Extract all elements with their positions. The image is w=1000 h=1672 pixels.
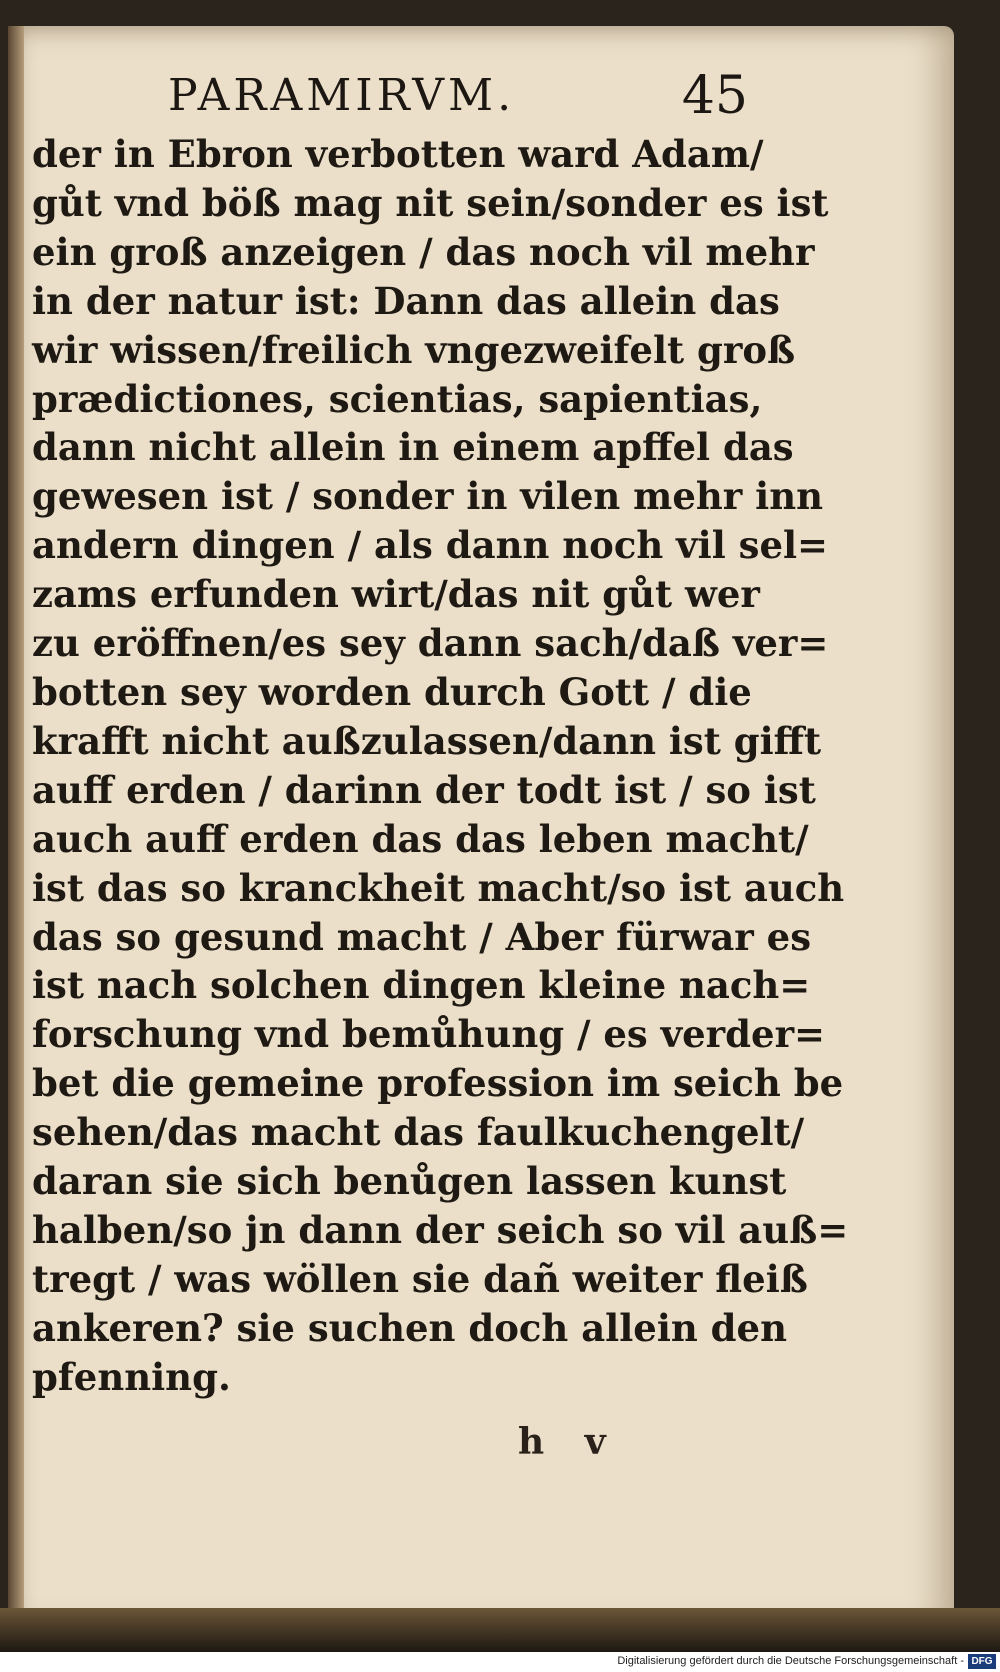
text-line: ist das so kranckheit macht/so ist auch [32, 865, 845, 910]
text-line: tregt / was wöllen sie dañ weiter fleiß [32, 1256, 808, 1301]
text-line: pfenning. [32, 1354, 231, 1399]
text-line: in der natur ist: Dann das allein das [32, 278, 780, 323]
page-header [168, 66, 748, 130]
text-line: daran sie sich benůgen lassen kunst [32, 1159, 787, 1204]
text-line: wir wissen/freilich vngezweifelt groß [32, 327, 796, 372]
page-spine-shadow [8, 26, 24, 1630]
text-line: auff erden / darinn der todt ist / so ist [32, 767, 816, 812]
text-line: das so gesund macht / Aber fürwar es [32, 914, 812, 959]
text-line: dann nicht allein in einem apffel das [32, 425, 794, 470]
text-line: halben/so jn dann der seich so vil auß= [32, 1207, 849, 1252]
text-line: andern dingen / als dann noch vil sel= [32, 523, 829, 568]
text-line: sehen/das macht das faulkuchengelt/ [32, 1110, 805, 1155]
text-line: krafft nicht außzulassen/dann ist gifft [32, 718, 822, 763]
text-line: bet die gemeine profession im seich be [32, 1061, 844, 1106]
footer-bar [0, 1652, 1000, 1672]
dfg-logo-icon: DFG [968, 1654, 996, 1669]
running-head: PARAMIRVM. [168, 70, 516, 121]
text-line: gůt vnd böß mag nit sein/sonder es ist [32, 180, 829, 225]
text-line: prædictiones, scientias, sapientias, [32, 376, 763, 421]
text-line: zu eröffnen/es sey dann sach/daß ver= [32, 621, 829, 666]
signature-mark: h v [518, 1421, 620, 1463]
book-page [8, 26, 954, 1630]
text-line: ist nach solchen dingen kleine nach= [32, 963, 811, 1008]
text-line: auch auff erden das das leben macht/ [32, 816, 809, 861]
text-line: der in Ebron verbotten ward Adam/ [32, 132, 764, 176]
text-line: botten sey worden durch Gott / die [32, 669, 752, 714]
text-line: zams erfunden wirt/das nit gůt wer [32, 572, 760, 617]
text-line: gewesen ist / sonder in vilen mehr inn [32, 474, 824, 519]
text-line: ein groß anzeigen / das noch vil mehr [32, 229, 815, 274]
text-line: forschung vnd bemůhung / es verder= [32, 1012, 826, 1057]
funding-credit: Digitalisierung gefördert durch die Deutsche Forschungsgemeinschaft - [617, 1655, 964, 1667]
text-line: ankeren? sie suchen doch allein den [32, 1305, 787, 1350]
page-number: 45 [681, 66, 748, 126]
book-bottom-edge [0, 1608, 1000, 1652]
body-text [32, 130, 849, 1402]
